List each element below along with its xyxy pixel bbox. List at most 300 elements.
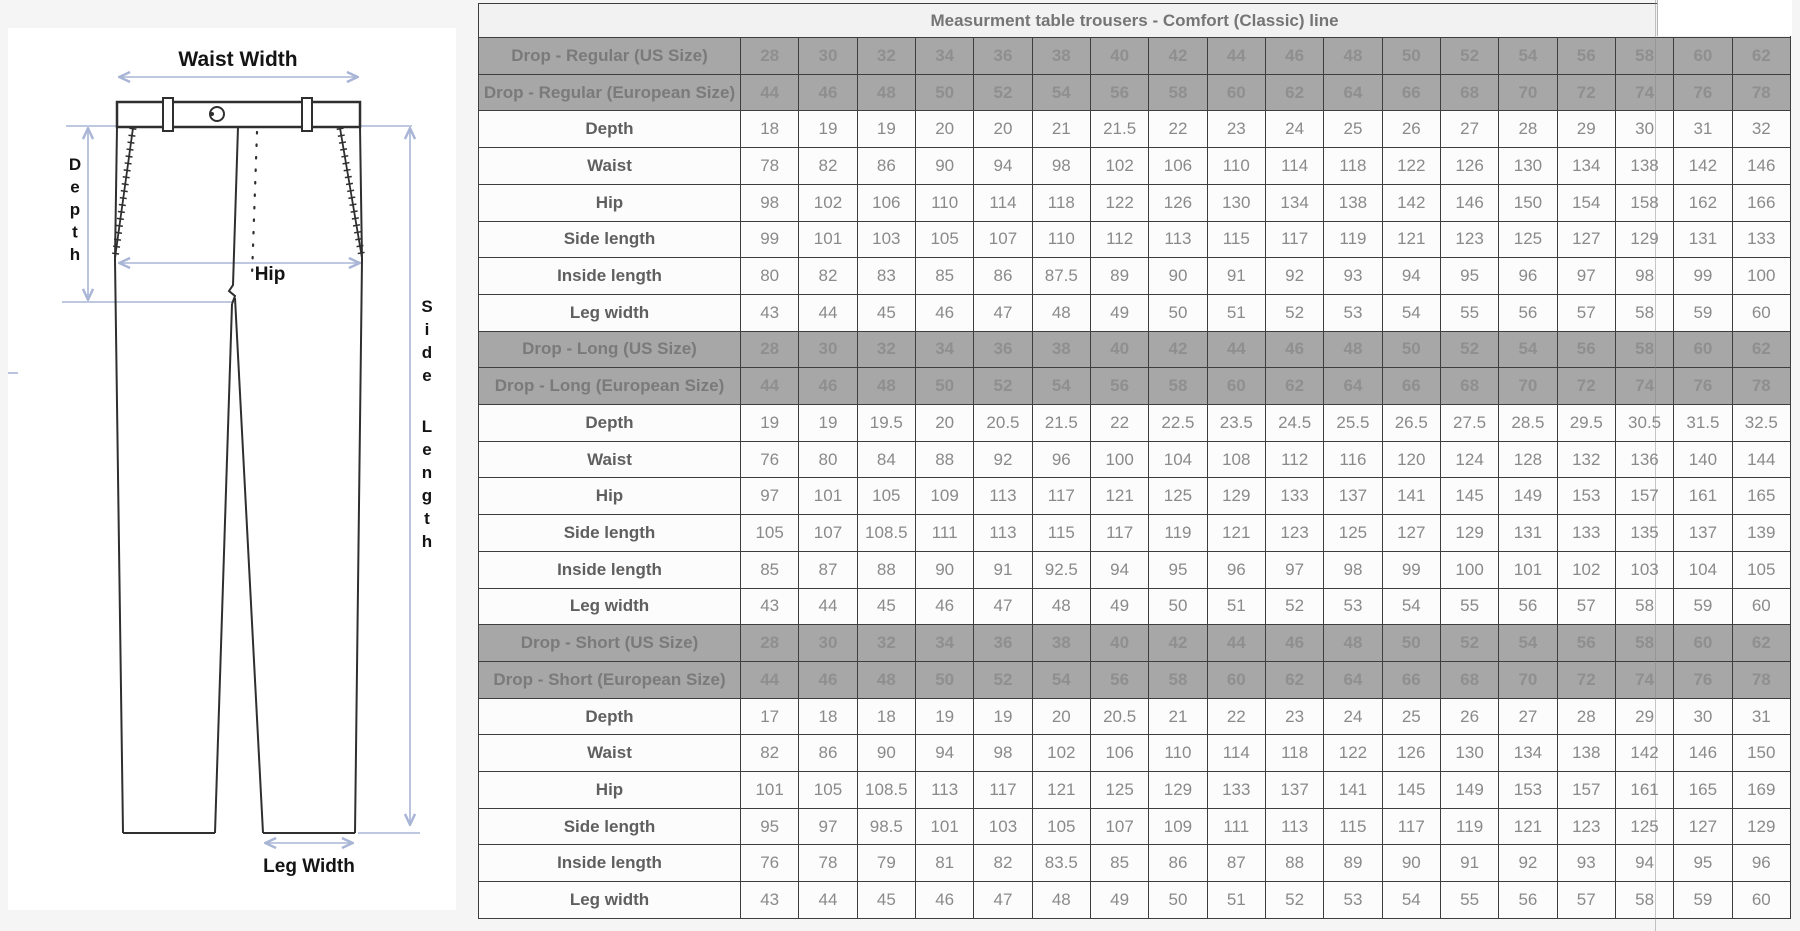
row-label: Depth	[479, 111, 741, 148]
cell-value: 32	[1732, 111, 1790, 148]
cell-value: 153	[1557, 478, 1615, 515]
cell-value: 18	[799, 698, 857, 735]
cell-value: 30.5	[1615, 405, 1673, 442]
row-label: Leg width	[479, 588, 741, 625]
cell-value: 166	[1732, 184, 1790, 221]
cell-value: 105	[799, 772, 857, 809]
cell-value: 88	[1265, 845, 1323, 882]
cell-value: 92.5	[1032, 551, 1090, 588]
cell-value: 110	[915, 184, 973, 221]
cell-value: 98	[741, 184, 799, 221]
cell-value: 145	[1440, 478, 1498, 515]
cell-value: 70	[1499, 74, 1557, 111]
cell-value: 116	[1324, 441, 1382, 478]
cell-value: 80	[799, 441, 857, 478]
cell-value: 47	[974, 588, 1032, 625]
cell-value: 44	[799, 588, 857, 625]
cell-value: 54	[1382, 882, 1440, 919]
cell-value: 115	[1032, 515, 1090, 552]
cell-value: 150	[1732, 735, 1790, 772]
cell-value: 87	[799, 551, 857, 588]
cell-value: 99	[1382, 551, 1440, 588]
cell-value: 80	[741, 258, 799, 295]
cell-value: 60	[1674, 38, 1732, 75]
cell-value: 29.5	[1557, 405, 1615, 442]
cell-value: 58	[1149, 661, 1207, 698]
cell-value: 81	[915, 845, 973, 882]
cell-value: 60	[1674, 331, 1732, 368]
cell-value: 101	[741, 772, 799, 809]
cell-value: 98	[1615, 258, 1673, 295]
cell-value: 149	[1499, 478, 1557, 515]
cell-value: 68	[1440, 661, 1498, 698]
cell-value: 117	[974, 772, 1032, 809]
cell-value: 97	[1557, 258, 1615, 295]
cell-value: 72	[1557, 368, 1615, 405]
cell-value: 125	[1324, 515, 1382, 552]
cell-value: 31	[1732, 698, 1790, 735]
cell-value: 78	[741, 148, 799, 185]
cell-value: 58	[1615, 882, 1673, 919]
cell-value: 30	[1615, 111, 1673, 148]
cell-value: 38	[1032, 625, 1090, 662]
cell-value: 102	[799, 184, 857, 221]
waist-width-label: Waist Width	[178, 48, 298, 71]
cell-value: 100	[1440, 551, 1498, 588]
cell-value: 130	[1499, 148, 1557, 185]
cell-value: 92	[974, 441, 1032, 478]
cell-value: 51	[1207, 882, 1265, 919]
cell-value: 82	[741, 735, 799, 772]
cell-value: 52	[1265, 294, 1323, 331]
row-label: Inside length	[479, 845, 741, 882]
cell-value: 56	[1499, 882, 1557, 919]
stacked-letter: h	[69, 245, 81, 264]
cell-value: 126	[1149, 184, 1207, 221]
cell-value: 20	[915, 405, 973, 442]
cell-value: 58	[1615, 38, 1673, 75]
cell-value: 50	[1149, 882, 1207, 919]
cell-value: 27	[1499, 698, 1557, 735]
row-label: Drop - Short (European Size)	[479, 661, 741, 698]
trousers-diagram-panel	[8, 28, 456, 910]
cell-value: 44	[1207, 331, 1265, 368]
cell-value: 136	[1615, 441, 1673, 478]
cell-value: 56	[1557, 331, 1615, 368]
cell-value: 88	[857, 551, 915, 588]
cell-value: 70	[1499, 661, 1557, 698]
cell-value: 86	[799, 735, 857, 772]
cell-value: 106	[1090, 735, 1148, 772]
cell-value: 59	[1674, 588, 1732, 625]
cell-value: 94	[915, 735, 973, 772]
cell-value: 127	[1557, 221, 1615, 258]
cell-value: 100	[1732, 258, 1790, 295]
cell-value: 45	[857, 588, 915, 625]
row-label: Hip	[479, 772, 741, 809]
cell-value: 91	[974, 551, 1032, 588]
cell-value: 109	[1149, 808, 1207, 845]
row-label: Inside length	[479, 258, 741, 295]
stacked-letter: S	[421, 297, 433, 316]
cell-value: 58	[1149, 368, 1207, 405]
cell-value: 18	[857, 698, 915, 735]
size-header-row-regular	[479, 38, 1791, 75]
cell-value: 30	[799, 625, 857, 662]
cell-value: 154	[1557, 184, 1615, 221]
cell-value: 38	[1032, 331, 1090, 368]
cell-value: 51	[1207, 294, 1265, 331]
cell-value: 109	[915, 478, 973, 515]
cell-value: 133	[1265, 478, 1323, 515]
cell-value: 76	[1674, 661, 1732, 698]
table-title-row	[479, 4, 1791, 38]
cell-value: 90	[915, 148, 973, 185]
cell-value: 52	[974, 368, 1032, 405]
cell-value: 93	[1557, 845, 1615, 882]
cell-value: 32	[857, 38, 915, 75]
cell-value: 23.5	[1207, 405, 1265, 442]
row-label: Hip	[479, 184, 741, 221]
cell-value: 60	[1207, 368, 1265, 405]
size-header-row-short	[479, 661, 1791, 698]
cell-value: 36	[974, 331, 1032, 368]
cell-value: 84	[857, 441, 915, 478]
cell-value: 92	[1265, 258, 1323, 295]
cell-value: 21.5	[1032, 405, 1090, 442]
cell-value: 52	[1440, 331, 1498, 368]
row-label: Inside length	[479, 551, 741, 588]
cell-value: 48	[1032, 882, 1090, 919]
cell-value: 98	[974, 735, 1032, 772]
cell-value: 19	[741, 405, 799, 442]
cell-value: 96	[1499, 258, 1557, 295]
cell-value: 48	[857, 661, 915, 698]
cell-value: 129	[1207, 478, 1265, 515]
cell-value: 48	[857, 368, 915, 405]
cell-value: 85	[1090, 845, 1148, 882]
row-label: Side length	[479, 221, 741, 258]
cell-value: 113	[1265, 808, 1323, 845]
cell-value: 137	[1674, 515, 1732, 552]
cell-value: 54	[1032, 74, 1090, 111]
cell-value: 50	[915, 368, 973, 405]
cell-value: 142	[1674, 148, 1732, 185]
cell-value: 36	[974, 38, 1032, 75]
cell-value: 44	[741, 368, 799, 405]
cell-value: 23	[1265, 698, 1323, 735]
cell-value: 49	[1090, 588, 1148, 625]
cell-value: 19	[799, 111, 857, 148]
cell-value: 132	[1557, 441, 1615, 478]
cell-value: 55	[1440, 294, 1498, 331]
cell-value: 93	[1324, 258, 1382, 295]
cell-value: 66	[1382, 74, 1440, 111]
cell-value: 105	[1732, 551, 1790, 588]
cell-value: 27.5	[1440, 405, 1498, 442]
cell-value: 134	[1499, 735, 1557, 772]
table-row-regular	[479, 184, 1791, 221]
cell-value: 102	[1032, 735, 1090, 772]
cell-value: 44	[741, 74, 799, 111]
cell-value: 58	[1615, 625, 1673, 662]
cell-value: 53	[1324, 588, 1382, 625]
cell-value: 83.5	[1032, 845, 1090, 882]
cell-value: 46	[799, 661, 857, 698]
cell-value: 34	[915, 38, 973, 75]
cell-value: 92	[1499, 845, 1557, 882]
cell-value: 28	[741, 331, 799, 368]
cell-value: 105	[741, 515, 799, 552]
cell-value: 142	[1382, 184, 1440, 221]
cell-value: 38	[1032, 38, 1090, 75]
cell-value: 124	[1440, 441, 1498, 478]
cell-value: 36	[974, 625, 1032, 662]
row-label: Hip	[479, 478, 741, 515]
cell-value: 29	[1615, 698, 1673, 735]
cell-value: 118	[1324, 148, 1382, 185]
table-row-regular	[479, 258, 1791, 295]
stacked-letter: t	[72, 222, 78, 242]
cell-value: 66	[1382, 368, 1440, 405]
cell-value: 43	[741, 588, 799, 625]
cell-value: 62	[1265, 74, 1323, 111]
cell-value: 86	[974, 258, 1032, 295]
cell-value: 54	[1382, 294, 1440, 331]
cell-value: 58	[1615, 331, 1673, 368]
cell-value: 32.5	[1732, 405, 1790, 442]
cell-value: 72	[1557, 661, 1615, 698]
cell-value: 99	[741, 221, 799, 258]
table-row-long	[479, 478, 1791, 515]
cell-value: 90	[1149, 258, 1207, 295]
cell-value: 114	[974, 184, 1032, 221]
cell-value: 103	[857, 221, 915, 258]
cell-value: 18	[741, 111, 799, 148]
cell-value: 54	[1032, 661, 1090, 698]
cell-value: 60	[1207, 661, 1265, 698]
cell-value: 101	[915, 808, 973, 845]
cell-value: 135	[1615, 515, 1673, 552]
cell-value: 54	[1499, 625, 1557, 662]
cell-value: 46	[1265, 625, 1323, 662]
cell-value: 60	[1732, 882, 1790, 919]
cell-value: 121	[1207, 515, 1265, 552]
cell-value: 45	[857, 294, 915, 331]
cell-value: 25	[1382, 698, 1440, 735]
cell-value: 88	[915, 441, 973, 478]
stacked-letter: d	[421, 343, 433, 362]
row-label: Drop - Regular (European Size)	[479, 74, 741, 111]
cell-value: 115	[1324, 808, 1382, 845]
cell-value: 19	[974, 698, 1032, 735]
cell-value: 94	[974, 148, 1032, 185]
cell-value: 27	[1440, 111, 1498, 148]
cell-value: 21.5	[1090, 111, 1148, 148]
row-label: Side length	[479, 808, 741, 845]
cell-value: 46	[915, 882, 973, 919]
cell-value: 57	[1557, 294, 1615, 331]
cell-value: 25.5	[1324, 405, 1382, 442]
cell-value: 46	[799, 368, 857, 405]
cell-value: 157	[1615, 478, 1673, 515]
cell-value: 19	[799, 405, 857, 442]
cell-value: 129	[1615, 221, 1673, 258]
cell-value: 21	[1149, 698, 1207, 735]
cell-value: 23	[1207, 111, 1265, 148]
cell-value: 53	[1324, 294, 1382, 331]
row-label: Drop - Long (US Size)	[479, 331, 741, 368]
cell-value: 60	[1732, 294, 1790, 331]
size-header-row-regular	[479, 74, 1791, 111]
cell-value: 76	[1674, 74, 1732, 111]
cell-value: 74	[1615, 74, 1673, 111]
cell-value: 98	[1032, 148, 1090, 185]
table-row-short	[479, 845, 1791, 882]
cell-value: 34	[915, 331, 973, 368]
cell-value: 47	[974, 294, 1032, 331]
cell-value: 87	[1207, 845, 1265, 882]
trousers-diagram	[8, 28, 456, 910]
cell-value: 125	[1149, 478, 1207, 515]
cell-value: 62	[1265, 661, 1323, 698]
cell-value: 24	[1265, 111, 1323, 148]
cell-value: 48	[857, 74, 915, 111]
cell-value: 47	[974, 882, 1032, 919]
hip-label: Hip	[254, 264, 286, 285]
cell-value: 22	[1207, 698, 1265, 735]
cell-value: 106	[1149, 148, 1207, 185]
vertical-divider-line	[1655, 0, 1656, 931]
cell-value: 89	[1324, 845, 1382, 882]
cell-value: 105	[1032, 808, 1090, 845]
cell-value: 22.5	[1149, 405, 1207, 442]
cell-value: 141	[1324, 772, 1382, 809]
cell-value: 105	[915, 221, 973, 258]
measurement-table	[478, 3, 1791, 919]
cell-value: 100	[1090, 441, 1148, 478]
cell-value: 82	[799, 258, 857, 295]
cell-value: 129	[1732, 808, 1790, 845]
stacked-letter: h	[421, 532, 433, 551]
cell-value: 50	[1382, 331, 1440, 368]
cell-value: 50	[1149, 294, 1207, 331]
cell-value: 142	[1615, 735, 1673, 772]
cell-value: 94	[1382, 258, 1440, 295]
cell-value: 66	[1382, 661, 1440, 698]
cell-value: 108	[1207, 441, 1265, 478]
table-row-short	[479, 772, 1791, 809]
table-row-long	[479, 588, 1791, 625]
table-row-short	[479, 808, 1791, 845]
cell-value: 56	[1499, 588, 1557, 625]
cell-value: 144	[1732, 441, 1790, 478]
cell-value: 31	[1674, 111, 1732, 148]
cell-value: 101	[1499, 551, 1557, 588]
table-row-regular	[479, 294, 1791, 331]
table-row-regular	[479, 221, 1791, 258]
cell-value: 26	[1440, 698, 1498, 735]
cell-value: 19	[857, 111, 915, 148]
cell-value: 83	[857, 258, 915, 295]
cell-value: 43	[741, 294, 799, 331]
cell-value: 50	[1149, 588, 1207, 625]
table-row-short	[479, 882, 1791, 919]
cell-value: 48	[1324, 331, 1382, 368]
cell-value: 46	[1265, 331, 1323, 368]
cell-value: 117	[1265, 221, 1323, 258]
cell-value: 89	[1090, 258, 1148, 295]
cell-value: 26	[1382, 111, 1440, 148]
cell-value: 131	[1674, 221, 1732, 258]
cell-value: 44	[799, 294, 857, 331]
cell-value: 122	[1090, 184, 1148, 221]
cell-value: 90	[857, 735, 915, 772]
cell-value: 26.5	[1382, 405, 1440, 442]
cell-value: 128	[1499, 441, 1557, 478]
cell-value: 119	[1324, 221, 1382, 258]
cell-value: 53	[1324, 882, 1382, 919]
cell-value: 101	[799, 478, 857, 515]
cell-value: 126	[1440, 148, 1498, 185]
stacked-letter: i	[424, 320, 430, 339]
cell-value: 62	[1732, 331, 1790, 368]
cell-value: 107	[974, 221, 1032, 258]
stacked-letter: n	[421, 463, 433, 482]
cell-value: 30	[1674, 698, 1732, 735]
cell-value: 34	[915, 625, 973, 662]
cell-value: 102	[1557, 551, 1615, 588]
cell-value: 64	[1324, 661, 1382, 698]
cell-value: 95	[1149, 551, 1207, 588]
cell-value: 119	[1149, 515, 1207, 552]
cell-value: 158	[1615, 184, 1673, 221]
row-label: Depth	[479, 698, 741, 735]
table-row-short	[479, 735, 1791, 772]
stacked-letter: e	[70, 177, 80, 197]
row-label: Drop - Short (US Size)	[479, 625, 741, 662]
cell-value: 42	[1149, 38, 1207, 75]
cell-value: 127	[1382, 515, 1440, 552]
cell-value: 52	[1440, 625, 1498, 662]
cell-value: 74	[1615, 368, 1673, 405]
stacked-letter: g	[421, 486, 433, 505]
cell-value: 20	[974, 111, 1032, 148]
row-label: Depth	[479, 405, 741, 442]
table-row-long	[479, 551, 1791, 588]
cell-value: 24.5	[1265, 405, 1323, 442]
row-label: Leg width	[479, 294, 741, 331]
cell-value: 113	[974, 515, 1032, 552]
cell-value: 21	[1032, 111, 1090, 148]
cell-value: 46	[799, 74, 857, 111]
cell-value: 45	[857, 882, 915, 919]
cell-value: 101	[799, 221, 857, 258]
cell-value: 105	[857, 478, 915, 515]
cell-value: 24	[1324, 698, 1382, 735]
cell-value: 64	[1324, 368, 1382, 405]
cell-value: 169	[1732, 772, 1790, 809]
table-row-long	[479, 405, 1791, 442]
cell-value: 97	[1265, 551, 1323, 588]
cell-value: 127	[1674, 808, 1732, 845]
cell-value: 121	[1032, 772, 1090, 809]
side-length-label	[421, 297, 432, 551]
cell-value: 70	[1499, 368, 1557, 405]
cell-value: 110	[1207, 148, 1265, 185]
cell-value: 48	[1032, 588, 1090, 625]
cell-value: 54	[1032, 368, 1090, 405]
